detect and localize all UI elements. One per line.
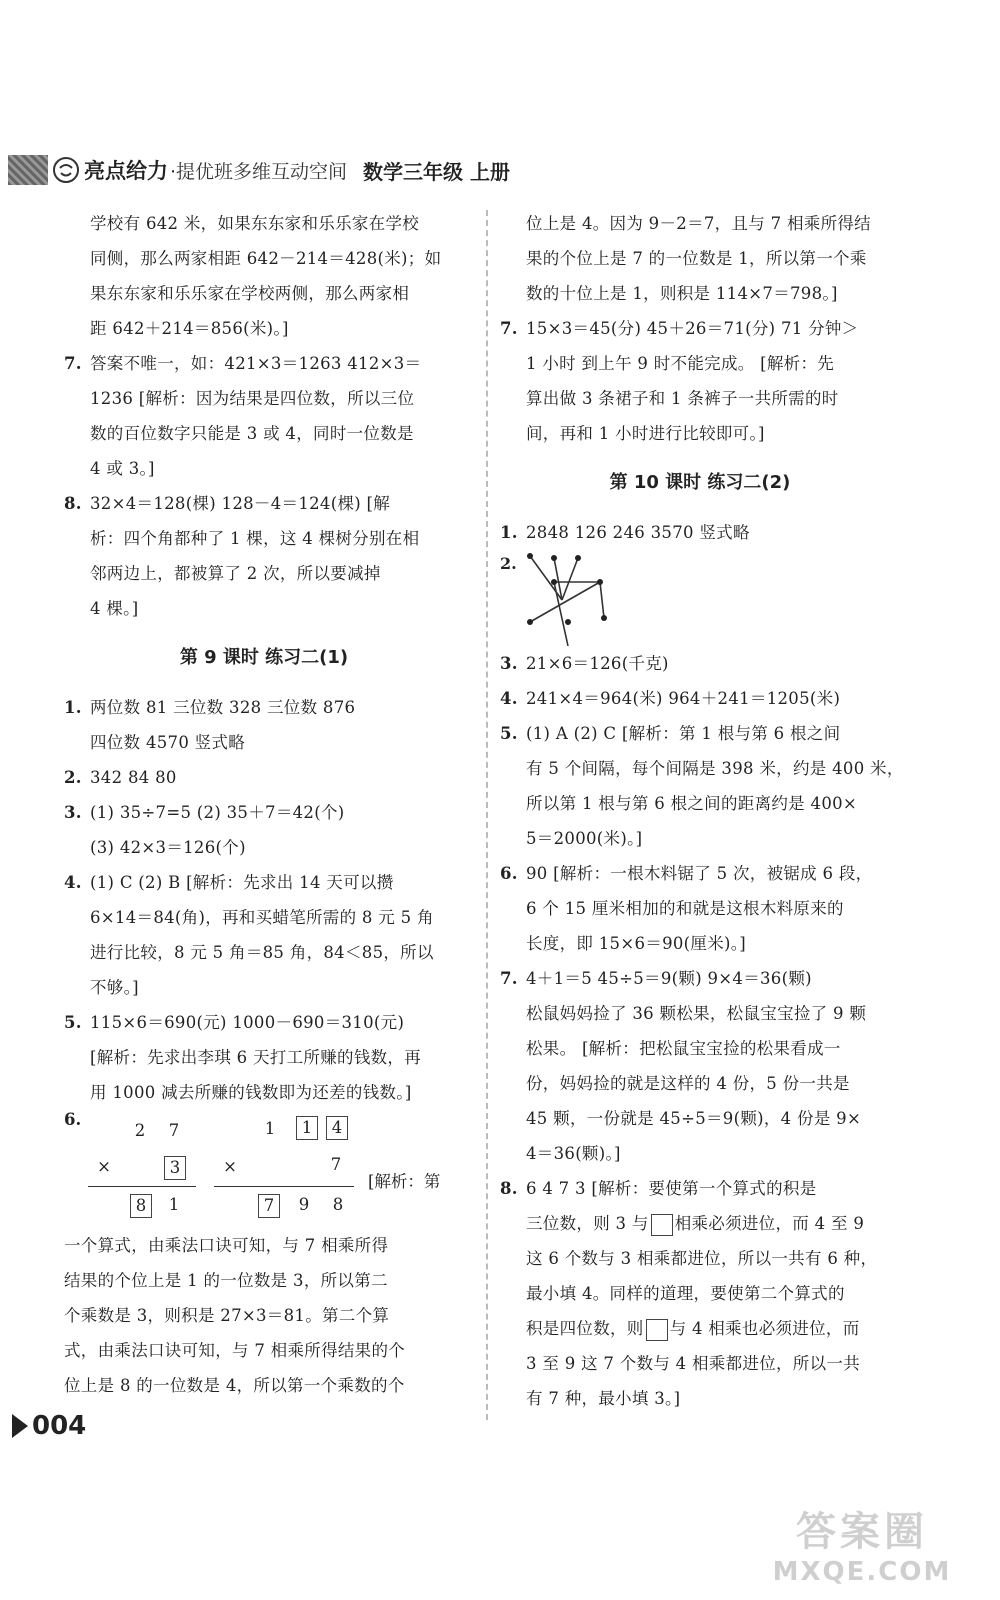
- text-line: 距 642＋214＝856(米)。]: [90, 319, 289, 338]
- text-line: 342 84 80: [90, 768, 177, 787]
- text-line: 位上是 8 的一位数是 4，所以第一个乘数的个: [64, 1376, 405, 1395]
- digit: 7: [330, 1155, 342, 1174]
- analysis-label: [解析：第: [368, 1172, 441, 1191]
- dot-line-diagram: [500, 550, 640, 646]
- text-line: 32×4＝128(棵) 128－4＝124(棵) [解: [90, 494, 391, 513]
- digit: 2: [134, 1121, 146, 1140]
- column-divider: [486, 210, 488, 1420]
- header-decor-bar: [8, 155, 48, 185]
- subject-grade: 数学三年级 上册: [363, 159, 511, 184]
- text-fragment: 积是四位数，则: [526, 1319, 644, 1338]
- watermark-title: 答案圈: [796, 1509, 928, 1555]
- text-fragment: 三位数，则 3 与: [526, 1214, 649, 1233]
- text-line: 4 或 3。]: [90, 459, 155, 478]
- digit: 1: [168, 1195, 180, 1214]
- text-fragment: 相乘必须进位，而 4 至 9: [674, 1214, 865, 1233]
- section-title-lesson-9: 第 9 课时 练习二(1): [179, 647, 349, 668]
- text-line: 果的个位上是 7 的一位数是 1，所以第一个乘: [526, 249, 867, 268]
- boxed-digit: 1: [296, 1116, 318, 1140]
- item-number: 1.: [64, 698, 82, 717]
- item-number: 3.: [64, 803, 82, 822]
- book-logo-icon: [52, 156, 80, 184]
- answer-3: [64, 795, 464, 830]
- text-line: 数的十位上是 1，则积是 114×7＝798。]: [526, 284, 838, 303]
- text-line: (1) 35÷7=5 (2) 35＋7＝42(个): [90, 803, 345, 822]
- item-number: 8.: [500, 1179, 518, 1198]
- page-header: [8, 150, 708, 190]
- text-line: 4＋1＝5 45÷5＝9(颗) 9×4＝36(颗): [526, 969, 812, 988]
- answer-7b: [500, 961, 900, 996]
- answer-5: [64, 1005, 464, 1040]
- multiplication-puzzle: [64, 1110, 464, 1228]
- item-number: 1.: [500, 523, 518, 542]
- text-line: 6 4 7 3 [解析：要使第一个算式的积是: [526, 1179, 817, 1198]
- text-line: 3 至 9 这 7 个数与 4 相乘都进位，所以一共: [526, 1354, 861, 1373]
- section-title-lesson-10: 第 10 课时 练习二(2): [609, 472, 791, 493]
- text-line: 15×3＝45(分) 45＋26＝71(分) 71 分钟＞: [526, 319, 859, 338]
- item-number: 2.: [64, 768, 82, 787]
- text-line: 式，由乘法口诀可知，与 7 相乘所得结果的个: [64, 1341, 406, 1360]
- item-number: 5.: [500, 724, 518, 743]
- text-line: 算出做 3 条裙子和 1 条裤子一共所需的时: [526, 389, 839, 408]
- text-line: (3) 42×3＝126(个): [90, 838, 246, 857]
- text-line: 数的百位数字只能是 3 或 4，同时一位数是: [90, 424, 414, 443]
- text-line: 所以第 1 根与第 6 根之间的距离约是 400×: [526, 794, 858, 813]
- text-line: 21×6＝126(千克): [526, 654, 669, 673]
- text-line: 松果。 [解析：把松鼠宝宝捡的松果看成一: [526, 1039, 841, 1058]
- text-line: 间，再和 1 小时进行比较即可。]: [526, 424, 765, 443]
- item-number: 7.: [500, 319, 518, 338]
- item-number: 4.: [500, 689, 518, 708]
- text-line: 1 小时 到上午 9 时不能完成。 [解析：先: [526, 354, 835, 373]
- text-line: 个乘数是 3，则积是 27×3＝81。第二个算: [64, 1306, 390, 1325]
- text-line: 不够。]: [90, 978, 139, 997]
- text-line: 90 [解析：一根木料锯了 5 次，被锯成 6 段，: [526, 864, 873, 883]
- text-line: 6×14＝84(角)，再和买蜡笔所需的 8 元 5 角: [90, 908, 434, 927]
- text-line: 两位数 81 三位数 328 三位数 876: [90, 698, 356, 717]
- text-line: 果东东家和乐乐家在学校两侧，那么两家相: [90, 284, 410, 303]
- item-number: 8.: [64, 494, 82, 513]
- answer-6: [500, 856, 900, 891]
- boxed-digit: 4: [326, 1116, 348, 1140]
- times-sign: ×: [97, 1157, 111, 1176]
- answer-1: [500, 515, 900, 550]
- answer-3: [500, 646, 900, 681]
- text-line: 这 6 个数与 3 相乘都进位，所以一共有 6 种，: [526, 1249, 878, 1268]
- text-line: 邻两边上，都被算了 2 次，所以要减掉: [90, 564, 381, 583]
- item-number: 7.: [500, 969, 518, 988]
- brand-subtitle: ·提优班多维互动空间: [170, 160, 348, 183]
- brand-title: 亮点给力: [84, 159, 168, 183]
- boxed-digit: 8: [130, 1194, 152, 1218]
- text-line: [500, 1206, 900, 1241]
- answer-4: [500, 681, 900, 716]
- answer-2: [500, 550, 900, 646]
- answer-2: [64, 760, 464, 795]
- text-line: 结果的个位上是 1 的一位数是 3，所以第二: [64, 1271, 388, 1290]
- answer-7: [500, 311, 900, 346]
- item-number: 6.: [64, 1110, 82, 1129]
- digit: 1: [264, 1119, 276, 1138]
- watermark-url: MXQE.COM: [772, 1557, 952, 1587]
- text-line: (1) A (2) C [解析：第 1 根与第 6 根之间: [526, 724, 841, 743]
- text-line: 4 棵。]: [90, 599, 139, 618]
- boxed-digit: 3: [164, 1156, 186, 1180]
- text-line: 同侧，那么两家相距 642－214＝428(米)；如: [90, 249, 442, 268]
- item-number: 6.: [500, 864, 518, 883]
- right-column: [500, 206, 904, 1416]
- answer-8: [64, 486, 464, 521]
- play-arrow-icon: [12, 1414, 28, 1438]
- blank-box: [651, 1214, 673, 1236]
- answer-4: [64, 865, 464, 900]
- digit: 8: [332, 1195, 344, 1214]
- page-number-text: 004: [32, 1411, 87, 1441]
- watermark: [742, 1500, 982, 1587]
- boxed-digit: 7: [258, 1194, 280, 1218]
- text-line: [500, 1311, 900, 1346]
- text-line: (1) C (2) B [解析：先求出 14 天可以攒: [90, 873, 394, 892]
- sum-line: [88, 1186, 196, 1187]
- left-column: [64, 206, 464, 1403]
- answer-7: [64, 346, 464, 381]
- text-line: 份，妈妈捡的就是这样的 4 份，5 份一共是: [526, 1074, 850, 1093]
- item-number: 7.: [64, 354, 82, 373]
- sum-line: [214, 1186, 354, 1187]
- answer-8: [500, 1171, 900, 1206]
- times-sign: ×: [223, 1157, 237, 1176]
- text-line: 有 5 个间隔，每个间隔是 398 米，约是 400 米，: [526, 759, 904, 778]
- digit: 7: [168, 1121, 180, 1140]
- page-number: [12, 1408, 86, 1444]
- text-line: 进行比较，8 元 5 角＝85 角，84＜85，所以: [90, 943, 434, 962]
- text-line: 有 7 种，最小填 3。]: [526, 1389, 681, 1408]
- item-number: 2.: [500, 554, 517, 573]
- text-line: 5＝2000(米)。]: [526, 829, 643, 848]
- text-line: 松鼠妈妈捡了 36 颗松果，松鼠宝宝捡了 9 颗: [526, 1004, 867, 1023]
- text-line: 位上是 4。因为 9－2＝7，且与 7 相乘所得结: [526, 214, 871, 233]
- text-line: 241×4＝964(米) 964＋241＝1205(米): [526, 689, 841, 708]
- text-line: 四位数 4570 竖式略: [90, 733, 246, 752]
- text-line: 1236 [解析：因为结果是四位数，所以三位: [90, 389, 415, 408]
- item-number: 3.: [500, 654, 518, 673]
- answer-5: [500, 716, 900, 751]
- text-line: 学校有 642 米，如果东东家和乐乐家在学校: [90, 214, 420, 233]
- text-line: 115×6＝690(元) 1000－690＝310(元): [90, 1013, 405, 1032]
- item-number: 5.: [64, 1013, 82, 1032]
- digit: 9: [298, 1195, 310, 1214]
- text-line: 答案不唯一，如：421×3＝1263 412×3＝: [90, 354, 422, 373]
- blank-box: [646, 1319, 668, 1341]
- text-line: 45 颗，一份就是 45÷5＝9(颗)，4 份是 9×: [526, 1109, 862, 1128]
- text-line: 2848 126 246 3570 竖式略: [526, 523, 750, 542]
- text-line: 一个算式，由乘法口诀可知，与 7 相乘所得: [64, 1236, 389, 1255]
- item-number: 4.: [64, 873, 82, 892]
- text-line: 6 个 15 厘米相加的和就是这根木料原来的: [526, 899, 844, 918]
- text-line: 析：四个角都种了 1 棵，这 4 棵树分别在相: [90, 529, 420, 548]
- text-line: 长度，即 15×6＝90(厘米)。]: [526, 934, 747, 953]
- text-line: [解析：先求出李琪 6 天打工所赚的钱数，再: [90, 1048, 422, 1067]
- text-line: 4＝36(颗)。]: [526, 1144, 621, 1163]
- text-line: 最小填 4。同样的道理，要使第二个算式的: [526, 1284, 845, 1303]
- text-fragment: 与 4 相乘也必须进位，而: [669, 1319, 860, 1338]
- answer-1: [64, 690, 464, 725]
- text-line: 用 1000 减去所赚的钱数即为还差的钱数。]: [90, 1083, 412, 1102]
